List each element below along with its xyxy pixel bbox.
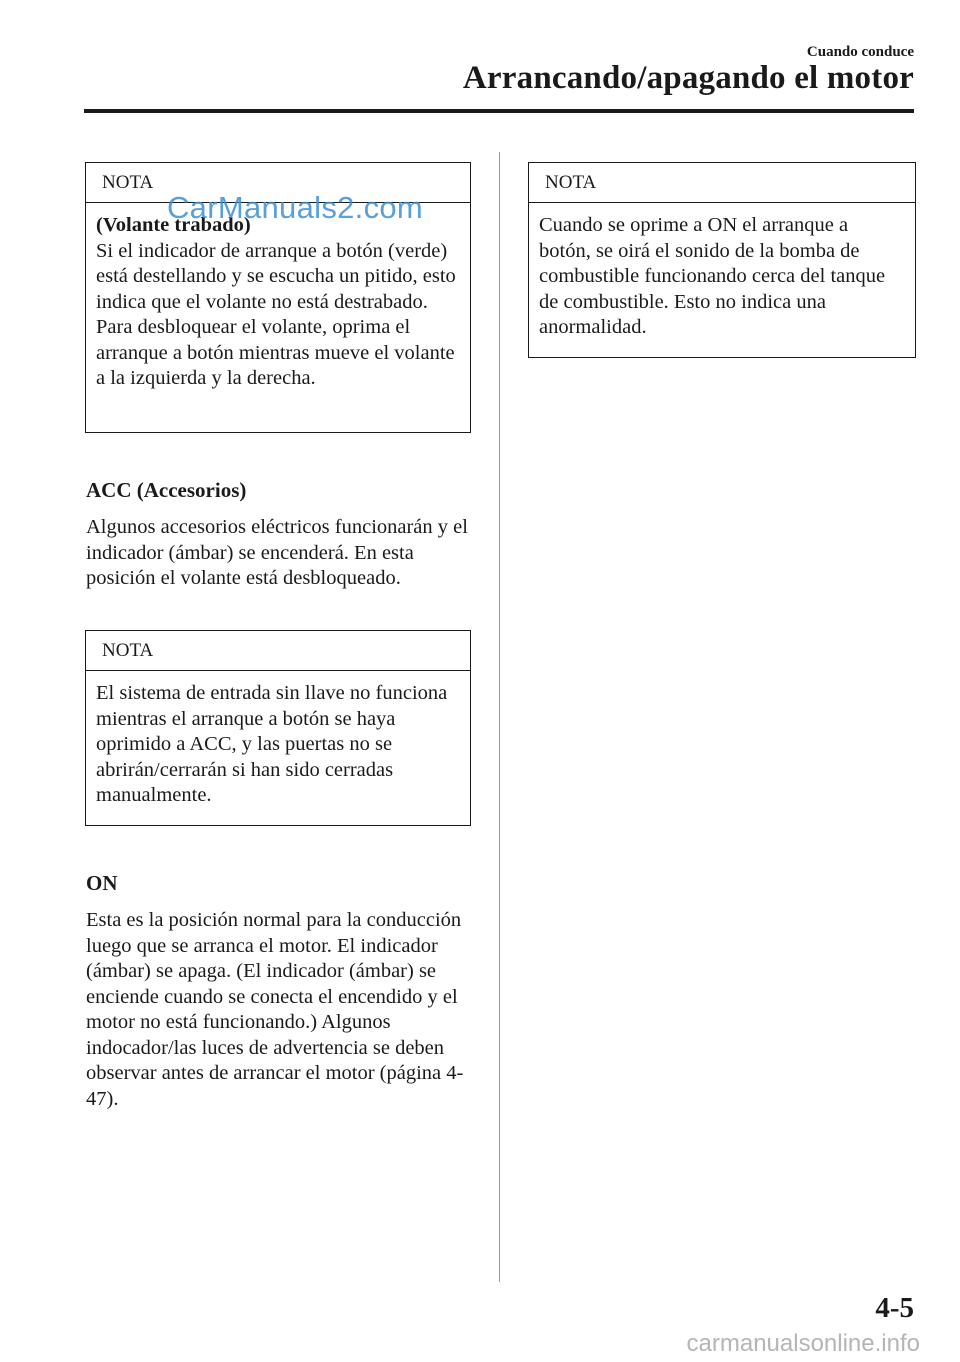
watermark-logo: CarManuals2.com (167, 190, 424, 225)
note-label: NOTA (529, 163, 915, 203)
section-heading-on: ON (86, 871, 118, 895)
note-body (86, 203, 470, 404)
paragraph-on: Esta es la posición normal para la conducción luego que se arranca el motor. El indicador (ámbar) se apaga. (El indicador (ámbar) se enciende cuando se conecta el encendido y el motor no está funcionando.) Algunos indocador/las luces de advertencia se deben observar antes de arrancar el motor (página 4-47). (86, 909, 464, 1110)
column-divider (499, 152, 500, 1282)
note-body: El sistema de entrada sin llave no funciona mientras el arranque a botón se haya oprimido a ACC, y las puertas no se abrirán/cerrarán si han sido cerradas manualmente. (96, 682, 448, 806)
note-label: NOTA (86, 163, 470, 203)
note-label: NOTA (86, 631, 470, 671)
paragraph-acc: Algunos accesorios eléctricos funcionarán y el indicador (ámbar) se encenderá. En esta posición el volante está desbloqueado. (86, 516, 468, 589)
note-body: Cuando se oprime a ON el arranque a botón, se oirá el sonido de la bomba de combustible funcionando cerca del tanque de combustible. Esto no indica una anormalidad. (539, 214, 886, 338)
page-number: 4-5 (875, 1292, 914, 1324)
note-box-fuel-pump (528, 162, 916, 358)
footer-watermark: carmanualsonline.info (686, 1330, 920, 1357)
note-lead: (Volante trabado) (96, 214, 251, 236)
header-section-label: Cuando conduce (806, 44, 914, 60)
section-heading-acc: ACC (Accesorios) (86, 478, 247, 502)
note-text: Si el indicador de arranque a botón (verde) está destellando y se escucha un pitido, esto indica que el volante no está destrabado. Para desbloquear el volante, oprima el arranque a botón mientras mueve el volante a la izquierda y la derecha. (96, 239, 456, 389)
note-box-keyless-entry (85, 630, 471, 826)
page-title: Arrancando/apagando el motor (462, 60, 914, 96)
header-rule (84, 109, 914, 113)
